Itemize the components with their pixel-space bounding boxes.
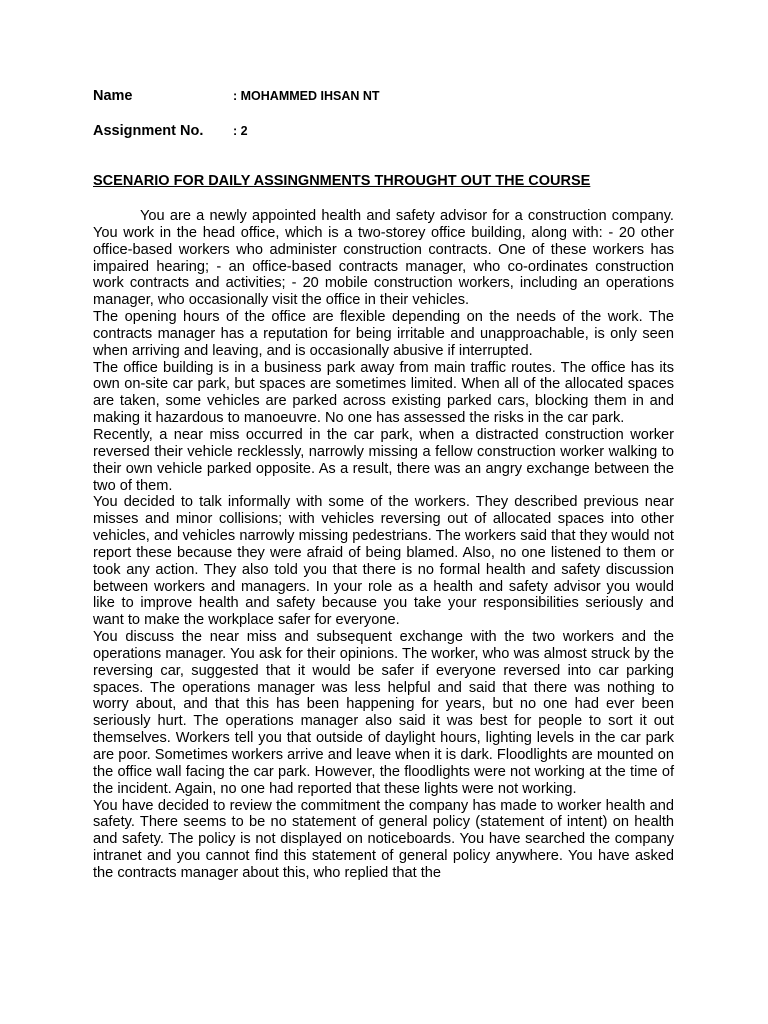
paragraph-near-miss: Recently, a near miss occurred in the car park, when a distracted construction worker reversed their vehicle recklessly, narrowly missing a fellow construction worker walking to their own vehicle parked opposite. As a result, there was an angry exchange between the two of them. (93, 426, 674, 494)
name-field (93, 88, 380, 104)
name-label: Name (93, 88, 133, 104)
name-value: : MOHAMMED IHSAN NT (233, 89, 380, 103)
paragraph-opening-hours: The opening hours of the office are flexible depending on the needs of the work. The contracts manager has a reputation for being irritable and unapproachable, is only seen when arriving and leaving, and is occasionally abusive if interrupted. (93, 309, 674, 359)
assignment-label: Assignment No. (93, 123, 204, 139)
paragraph-worker-talk: You decided to talk informally with some of the workers. They described previous near misses and minor collisions; with vehicles reversing out of allocated spaces into other vehicles, and vehicles narrowly missing pedestrians. The workers said that they would not report these because they were afraid of being blamed. Also, no one listened to them or took any action. They also told you that there is no formal health and safety discussion between workers and managers. In your role as a health and safety advisor you would like to improve health and safety because you take your responsibilities seriously and want to make the workplace safer for everyone. (93, 494, 674, 629)
assignment-value: : 2 (233, 124, 248, 138)
paragraph-discussion: You discuss the near miss and subsequent exchange with the two workers and the operations manager. You ask for their opinions. The worker, who was almost struck by the reversing car, suggested that it would be safer if everyone reversed into car parking spaces. The operations manager was less helpful and said that there was nothing to worry about, and that this has been happening for years, but no one had ever been seriously hurt. The operations manager also said it was best for people to sort it out themselves. Workers tell you that outside of daylight hours, lighting levels in the car park are poor. Sometimes workers arrive and leave when it is dark. Floodlights are mounted on the office wall facing the car park. However, the floodlights were not working at the time of the incident. Again, no one had reported that these lights were not working. (93, 629, 674, 797)
scenario-body (93, 208, 674, 882)
assignment-field (93, 123, 248, 139)
paragraph-office-building: The office building is in a business park away from main traffic routes. The office has its own on-site car park, but spaces are sometimes limited. When all of the allocated spaces are taken, some vehicles are parked across existing parked cars, blocking them in and making it hazardous to manoeuvre. No one has assessed the risks in the car park. (93, 359, 674, 427)
scenario-heading: SCENARIO FOR DAILY ASSINGNMENTS THROUGHT OUT THE COURSE (93, 173, 591, 189)
paragraph-intro: You are a newly appointed health and safety advisor for a construction company. You work in the head office, which is a two-storey office building, along with: - 20 other office-based workers who administer construction contracts. One of these workers has impaired hearing; - an office-based contracts manager, who co-ordinates construction work contracts and activities; - 20 mobile construction workers, including an operations manager, who occasionally visit the office in their vehicles. (93, 208, 674, 309)
paragraph-policy-review: You have decided to review the commitment the company has made to worker health and safety. There seems to be no statement of general policy (statement of intent) on health and safety. The policy is not displayed on noticeboards. You have searched the company intranet and you cannot find this statement of general policy anywhere. You have asked the contracts manager about this, who replied that the (93, 797, 674, 881)
